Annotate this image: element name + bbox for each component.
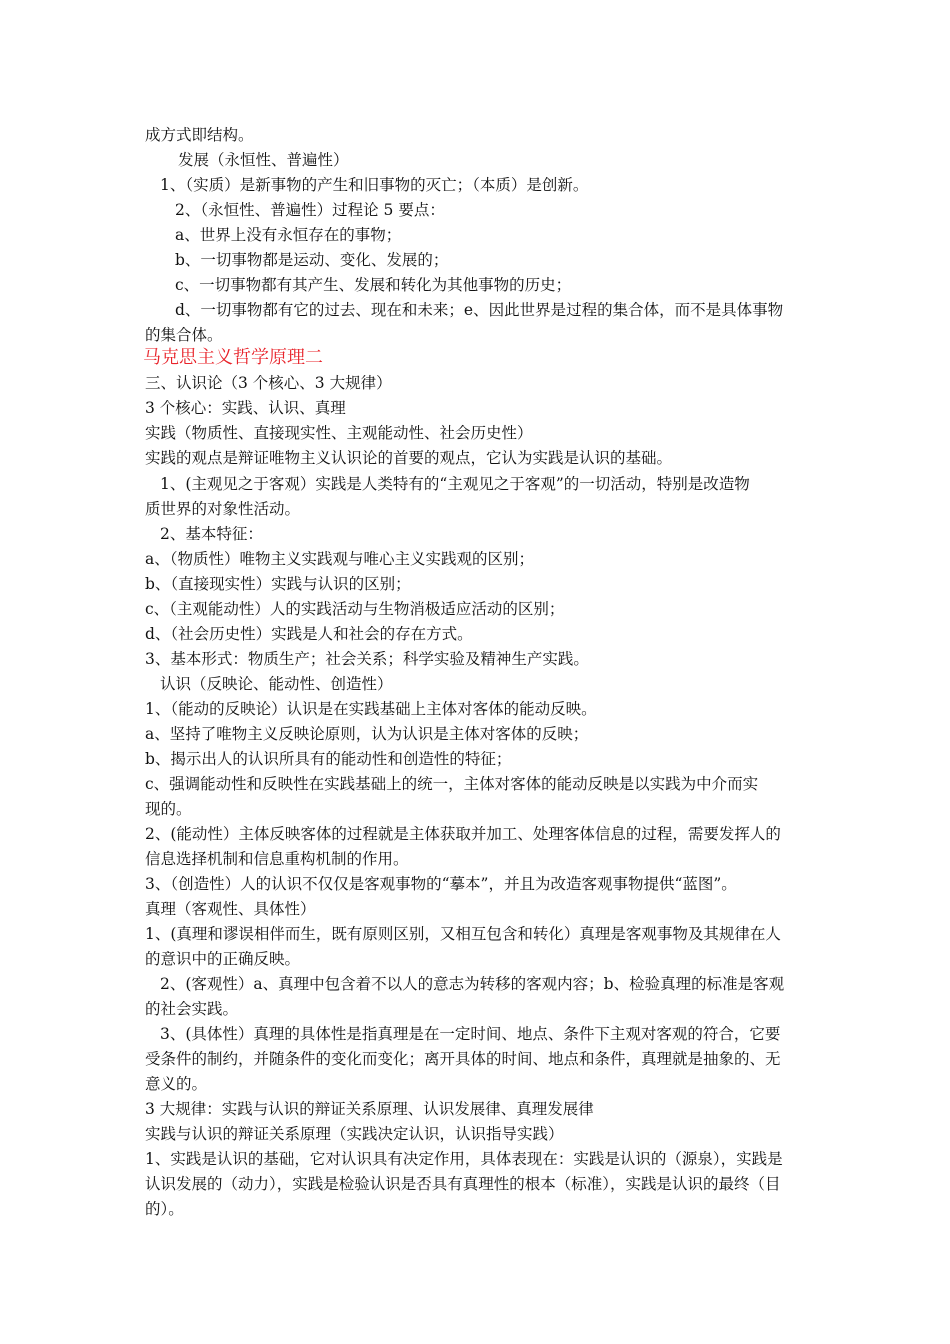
text-line: 认识（反映论、能动性、创造性） <box>160 675 393 693</box>
text-line: 3 大规律：实践与认识的辩证关系原理、认识发展律、真理发展律 <box>145 1100 594 1118</box>
text-line: a、坚持了唯物主义反映论原则，认为认识是主体对客体的反映； <box>145 725 589 743</box>
text-line: 现的。 <box>145 800 192 818</box>
text-line: b、一切事物都是运动、变化、发展的； <box>175 251 449 269</box>
text-line: c、一切事物都有其产生、发展和转化为其他事物的历史； <box>175 276 572 294</box>
text-line: a、世界上没有永恒存在的事物； <box>175 226 402 244</box>
text-line: 1、（能动的反映论）认识是在实践基础上主体对客体的能动反映。 <box>145 700 597 718</box>
text-line: 3 个核心：实践、认识、真理 <box>145 399 346 417</box>
text-line: 的意识中的正确反映。 <box>145 950 301 968</box>
text-line: 三、认识论（3 个核心、3 大规律） <box>145 374 392 392</box>
text-line: 2、(客观性）a、真理中包含着不以人的意志为转移的客观内容；b、检验真理的标准是客观 <box>160 975 785 993</box>
text-line: d、一切事物都有它的过去、现在和未来；e、因此世界是过程的集合体，而不是具体事物 <box>175 301 784 319</box>
text-line: 意义的。 <box>145 1075 208 1093</box>
text-line: 实践的观点是辩证唯物主义认识论的首要的观点，它认为实践是认识的基础。 <box>145 449 673 467</box>
text-line: 的集合体。 <box>145 326 223 344</box>
section-heading: 马克思主义哲学原理二 <box>143 347 323 368</box>
text-line: 的社会实践。 <box>145 1000 239 1018</box>
text-line: 成方式即结构。 <box>145 126 254 144</box>
text-line: a、（物质性）唯物主义实践观与唯心主义实践观的区别； <box>145 550 534 568</box>
text-line: 信息选择机制和信息重构机制的作用。 <box>145 850 409 868</box>
text-line: 的）。 <box>145 1200 184 1218</box>
text-line: d、（社会历史性）实践是人和社会的存在方式。 <box>145 625 473 643</box>
text-line: 质世界的对象性活动。 <box>145 500 301 518</box>
text-line: 实践（物质性、直接现实性、主观能动性、社会历史性） <box>145 424 533 442</box>
text-line: 2、（永恒性、普遍性）过程论 5 要点： <box>175 201 445 219</box>
text-line: 受条件的制约，并随条件的变化而变化；离开具体的时间、地点和条件，真理就是抽象的、无 <box>145 1050 781 1068</box>
text-line: 3、(具体性）真理的具体性是指真理是在一定时间、地点、条件下主观对客观的符合，它要 <box>160 1025 781 1043</box>
text-line: b、（直接现实性）实践与认识的区别； <box>145 575 411 593</box>
text-line: 发展（永恒性、普遍性） <box>178 151 349 169</box>
text-line: c、（主观能动性）人的实践活动与生物消极适应活动的区别； <box>145 600 565 618</box>
text-line: 认识发展的（动力），实践是检验认识是否具有真理性的根本（标准），实践是认识的最终（目 <box>145 1175 781 1193</box>
text-line: 3、（创造性）人的认识不仅仅是客观事物的“摹本”，并且为改造客观事物提供“蓝图”。 <box>145 875 737 893</box>
text-line: 真理（客观性、具体性） <box>145 900 316 918</box>
text-line: 1、(真理和谬误相伴而生，既有原则区别，又相互包含和转化）真理是客观事物及其规律在人 <box>145 925 781 943</box>
text-line: 1、实践是认识的基础，它对认识具有决定作用，具体表现在：实践是认识的（源泉），实践是 <box>145 1150 783 1168</box>
text-line: c、强调能动性和反映性在实践基础上的统一，主体对客体的能动反映是以实践为中介而实 <box>145 775 759 793</box>
text-line: 2、基本特征： <box>160 525 263 543</box>
text-line: 实践与认识的辩证关系原理（实践决定认识，认识指导实践） <box>145 1125 564 1143</box>
text-line: 1、（实质）是新事物的产生和旧事物的灭亡；（本质）是创新。 <box>160 176 589 194</box>
text-line: 3、基本形式：物质生产；社会关系；科学实验及精神生产实践。 <box>145 650 589 668</box>
text-line: 2、(能动性）主体反映客体的过程就是主体获取并加工、处理客体信息的过程，需要发挥人的 <box>145 825 781 843</box>
text-line: 1、(主观见之于客观）实践是人类特有的“主观见之于客观”的一切活动，特别是改造物 <box>160 475 750 493</box>
text-line: b、揭示出人的认识所具有的能动性和创造性的特征； <box>145 750 512 768</box>
